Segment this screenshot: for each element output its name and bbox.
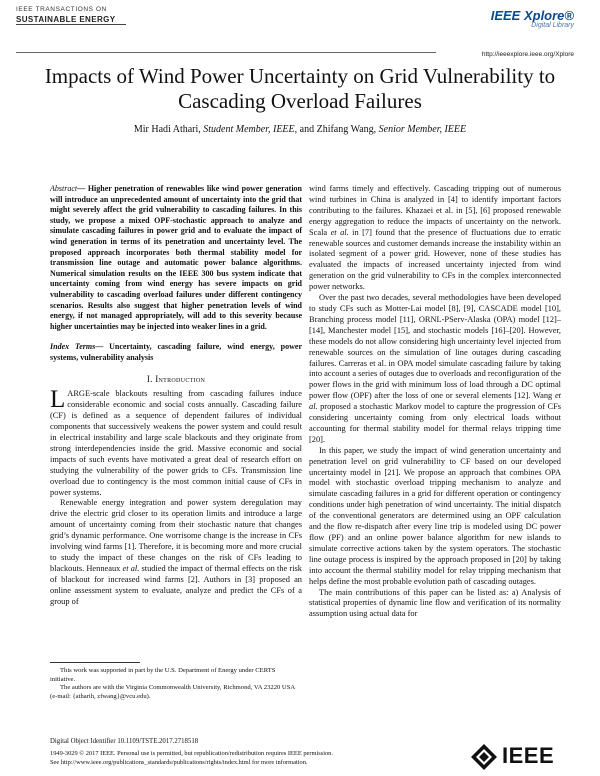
author-1-name: Mir Hadi Athari, xyxy=(133,124,204,135)
footnotes xyxy=(50,667,302,701)
intro-paragraph-2-text-a: Renewable energy integration and power system deregulation may drive the electric grid closer to its operation limits and introduce a large amount of uncertainty coming from their stochastic nature that changes grid’s dynamic performance. One worrisome change is the increase in CFs involving wind farms [1]. Therefore, it is becoming more and more crucial to study the impact of these changes on the risk of CFs leading to blackouts. Henneaux xyxy=(50,498,302,573)
xplore-name: IEEE Xplore® xyxy=(490,8,574,23)
right-paragraph-1-etal: et al. xyxy=(330,227,349,237)
drop-cap: L xyxy=(50,386,66,414)
section-heading-introduction: I. Introduction xyxy=(146,373,206,384)
abstract xyxy=(50,184,302,332)
right-paragraph-2 xyxy=(309,293,561,446)
right-paragraph-4: The main contributions of this paper can be listed as: a) Analysis of statistical properties of dynamic line flow and verification of its normality assumption using actual data for xyxy=(309,587,561,619)
journal-name-main: SUSTAINABLE ENERGY xyxy=(16,14,116,24)
author-2-role: Senior Member, IEEE xyxy=(378,124,467,135)
footnote-affiliation: The authors are with the Virginia Commonwealth University, Richmond, VA 23220 USA (e-mail: {atharih, zfwang}@vcu.edu). xyxy=(50,684,295,700)
doi-line: Digital Object Identifier 10.1109/TSTE.2017.2718518 xyxy=(50,738,199,745)
intro-paragraph-2-etal: et al. xyxy=(122,563,140,573)
footnote-funding: This work was supported in part by the U.S. Department of Energy under CERTS initiative. xyxy=(50,667,276,683)
left-column xyxy=(50,184,302,608)
xplore-url[interactable]: http://ieeexplore.ieee.org/Xplore xyxy=(481,51,574,58)
right-paragraph-1-text-a: wind farms timely and effectively. Cascading tripping out of numerous wind turbines in China is analyzed in [4] to identify important factors contributing to the failures. Khazaei et al. in [5], [6] proposed renewable energy aggregation to reduce the impacts of uncertainty on the network. Scala xyxy=(309,184,561,237)
author-2-name: , and Zhifang Wang, xyxy=(294,124,379,135)
right-column xyxy=(309,184,561,620)
abstract-label: Abstract xyxy=(50,184,78,193)
right-paragraph-3: In this paper, we study the impact of wind generation uncertainty and penetration level on grid vulnerability to CF based on our developed uncertainty model in [21]. We propose an approach that combines OPA model with stochastic overload tripping mechanism to analyze and simulate cascading failures in a grid for different operation or contingency conditions under high penetration of wind uncertainty. The initial dispatch of the conventional generators are determined using an OPF calculation and the flow re-dispatch after every line trip is modeled using DC power flow (PF) and an online power balance algorithm for new islands to simulate corrective actions taken by the system operators. The stochastic line outage process is inspired by the approach proposed in [20] by taking into account the thermal stability model for relay tripping mechanism that helps define the most probable evolution path of cascading outages. xyxy=(309,445,561,586)
intro-paragraph-2-text-b: studied the impact of thermal effects on the risk of blackout for increased wind farms [2]. Authors in [3] proposed an online assessment system to evaluate, analyze and predict the CFs of a group of xyxy=(50,563,302,606)
copyright-notice xyxy=(50,750,470,767)
journal-underline xyxy=(16,24,126,25)
index-terms-text: — Uncertainty, cascading failure, wind energy, power systems, vulnerability analysis xyxy=(50,342,302,362)
right-paragraph-2-text-b: proposed a stochastic Markov model to capture the progression of CFs considering uncertainty coming from only electrical loads without accounting for thermal stability model for thermal relays tripping time [20]. xyxy=(309,402,561,444)
author-line xyxy=(0,124,600,135)
copyright-line-2[interactable]: See http://www.ieee.org/publications_standards/publications/rights/index.html for more information. xyxy=(50,758,308,766)
intro-paragraph-1 xyxy=(50,386,302,498)
index-terms-label: Index Terms xyxy=(50,342,96,352)
right-paragraph-2-etal: et al. xyxy=(309,391,561,412)
right-paragraph-1-text-b: in [7] found that the presence of fluctuations due to erratic renewable sources and customer demands increase the instability within an isolated segment of a power grid. However, none of these studies has evaluated the impacts of increased uncertainty injected from wind generation on the grid vulnerability to CFs in the complex interconnected power networks. xyxy=(309,227,562,292)
ieee-xplore-logo xyxy=(491,8,574,29)
intro-paragraph-2 xyxy=(50,498,302,607)
journal-name xyxy=(16,7,116,24)
author-1-role: Student Member, IEEE xyxy=(203,124,295,135)
paper-title: Impacts of Wind Power Uncertainty on Grid Vulnerability to Cascading Overload Failures xyxy=(44,64,556,113)
journal-name-top: IEEE TRANSACTIONS ON xyxy=(16,6,107,13)
ieee-diamond-icon xyxy=(470,743,498,771)
right-paragraph-2-text-a: Over the past two decades, several methodologies have been developed to study CFs such as Motter-Lai model [8], [9], CASCADE model [10], Branching process model [11], ORNL-PServ-Alaska (OPA) model [12]–[14], Manchester model [15], and stochastic models [16]–[20]. However, these models do not allow considering high uncertainty level injected from renewable sources on the simulation of line outages during cascading failures. Carreras et al. in OPA model simulate cascading failure by taking into account a series of outages due to overloads and reconfiguration of the power flows in the grid with minimum loss of load through a DC optimal power flow (OPF) after the loss of one or several elements [12]. Wang xyxy=(309,293,561,401)
header-rule xyxy=(16,52,436,53)
footnote-rule xyxy=(50,662,140,663)
index-terms xyxy=(50,342,302,363)
ieee-logo-text: IEEE xyxy=(502,743,555,768)
abstract-text: — Higher penetration of renewables like wind power generation will introduce an unprecedented amount of uncertainty into the grid that might severely affect the grid vulnerability to cascading failures. In this study, we propose a mixed OPF-stochastic approach to analyze and simulate cascading failures in power grid and to evaluate the impact of wind generation in terms of its penetration and uncertainty level. The proposed approach incorporates both thermal stability model for transmission line outage and automatic power balance algorithms. Numerical simulation results on the IEEE 300 bus system indicate that uncertainty coming from wind energy has severe impacts on grid vulnerability to cascading overload failures under different contingency scenarios. Results also suggest that higher penetration levels of wind energy, if not managed appropriately, will add to this severity because higher uncertainties may be injected into weaker lines in a grid. xyxy=(50,184,302,331)
right-paragraph-1 xyxy=(309,184,561,293)
copyright-line-1: 1949-3029 © 2017 IEEE. Personal use is permitted, but republication/redistribution requires IEEE permission. xyxy=(50,750,333,757)
intro-paragraph-1-text: ARGE-scale blackouts resulting from cascading failures induce considerable economic and social costs annually. Cascading failure (CF) is defined as a sequence of dependent failures of individual components that successively weakens the power system and could result in electrical instability and large scale blackouts and they originate from strong interdependencies inside the grid. Massive economic and social impacts of such events have motivated a great deal of research effort on studying the vulnerability of the power grids to CFs. Transmission line overload due to contingency is the most common initial cause of CFs in power systems. xyxy=(50,389,302,497)
xplore-subtitle: Digital Library xyxy=(531,22,574,29)
